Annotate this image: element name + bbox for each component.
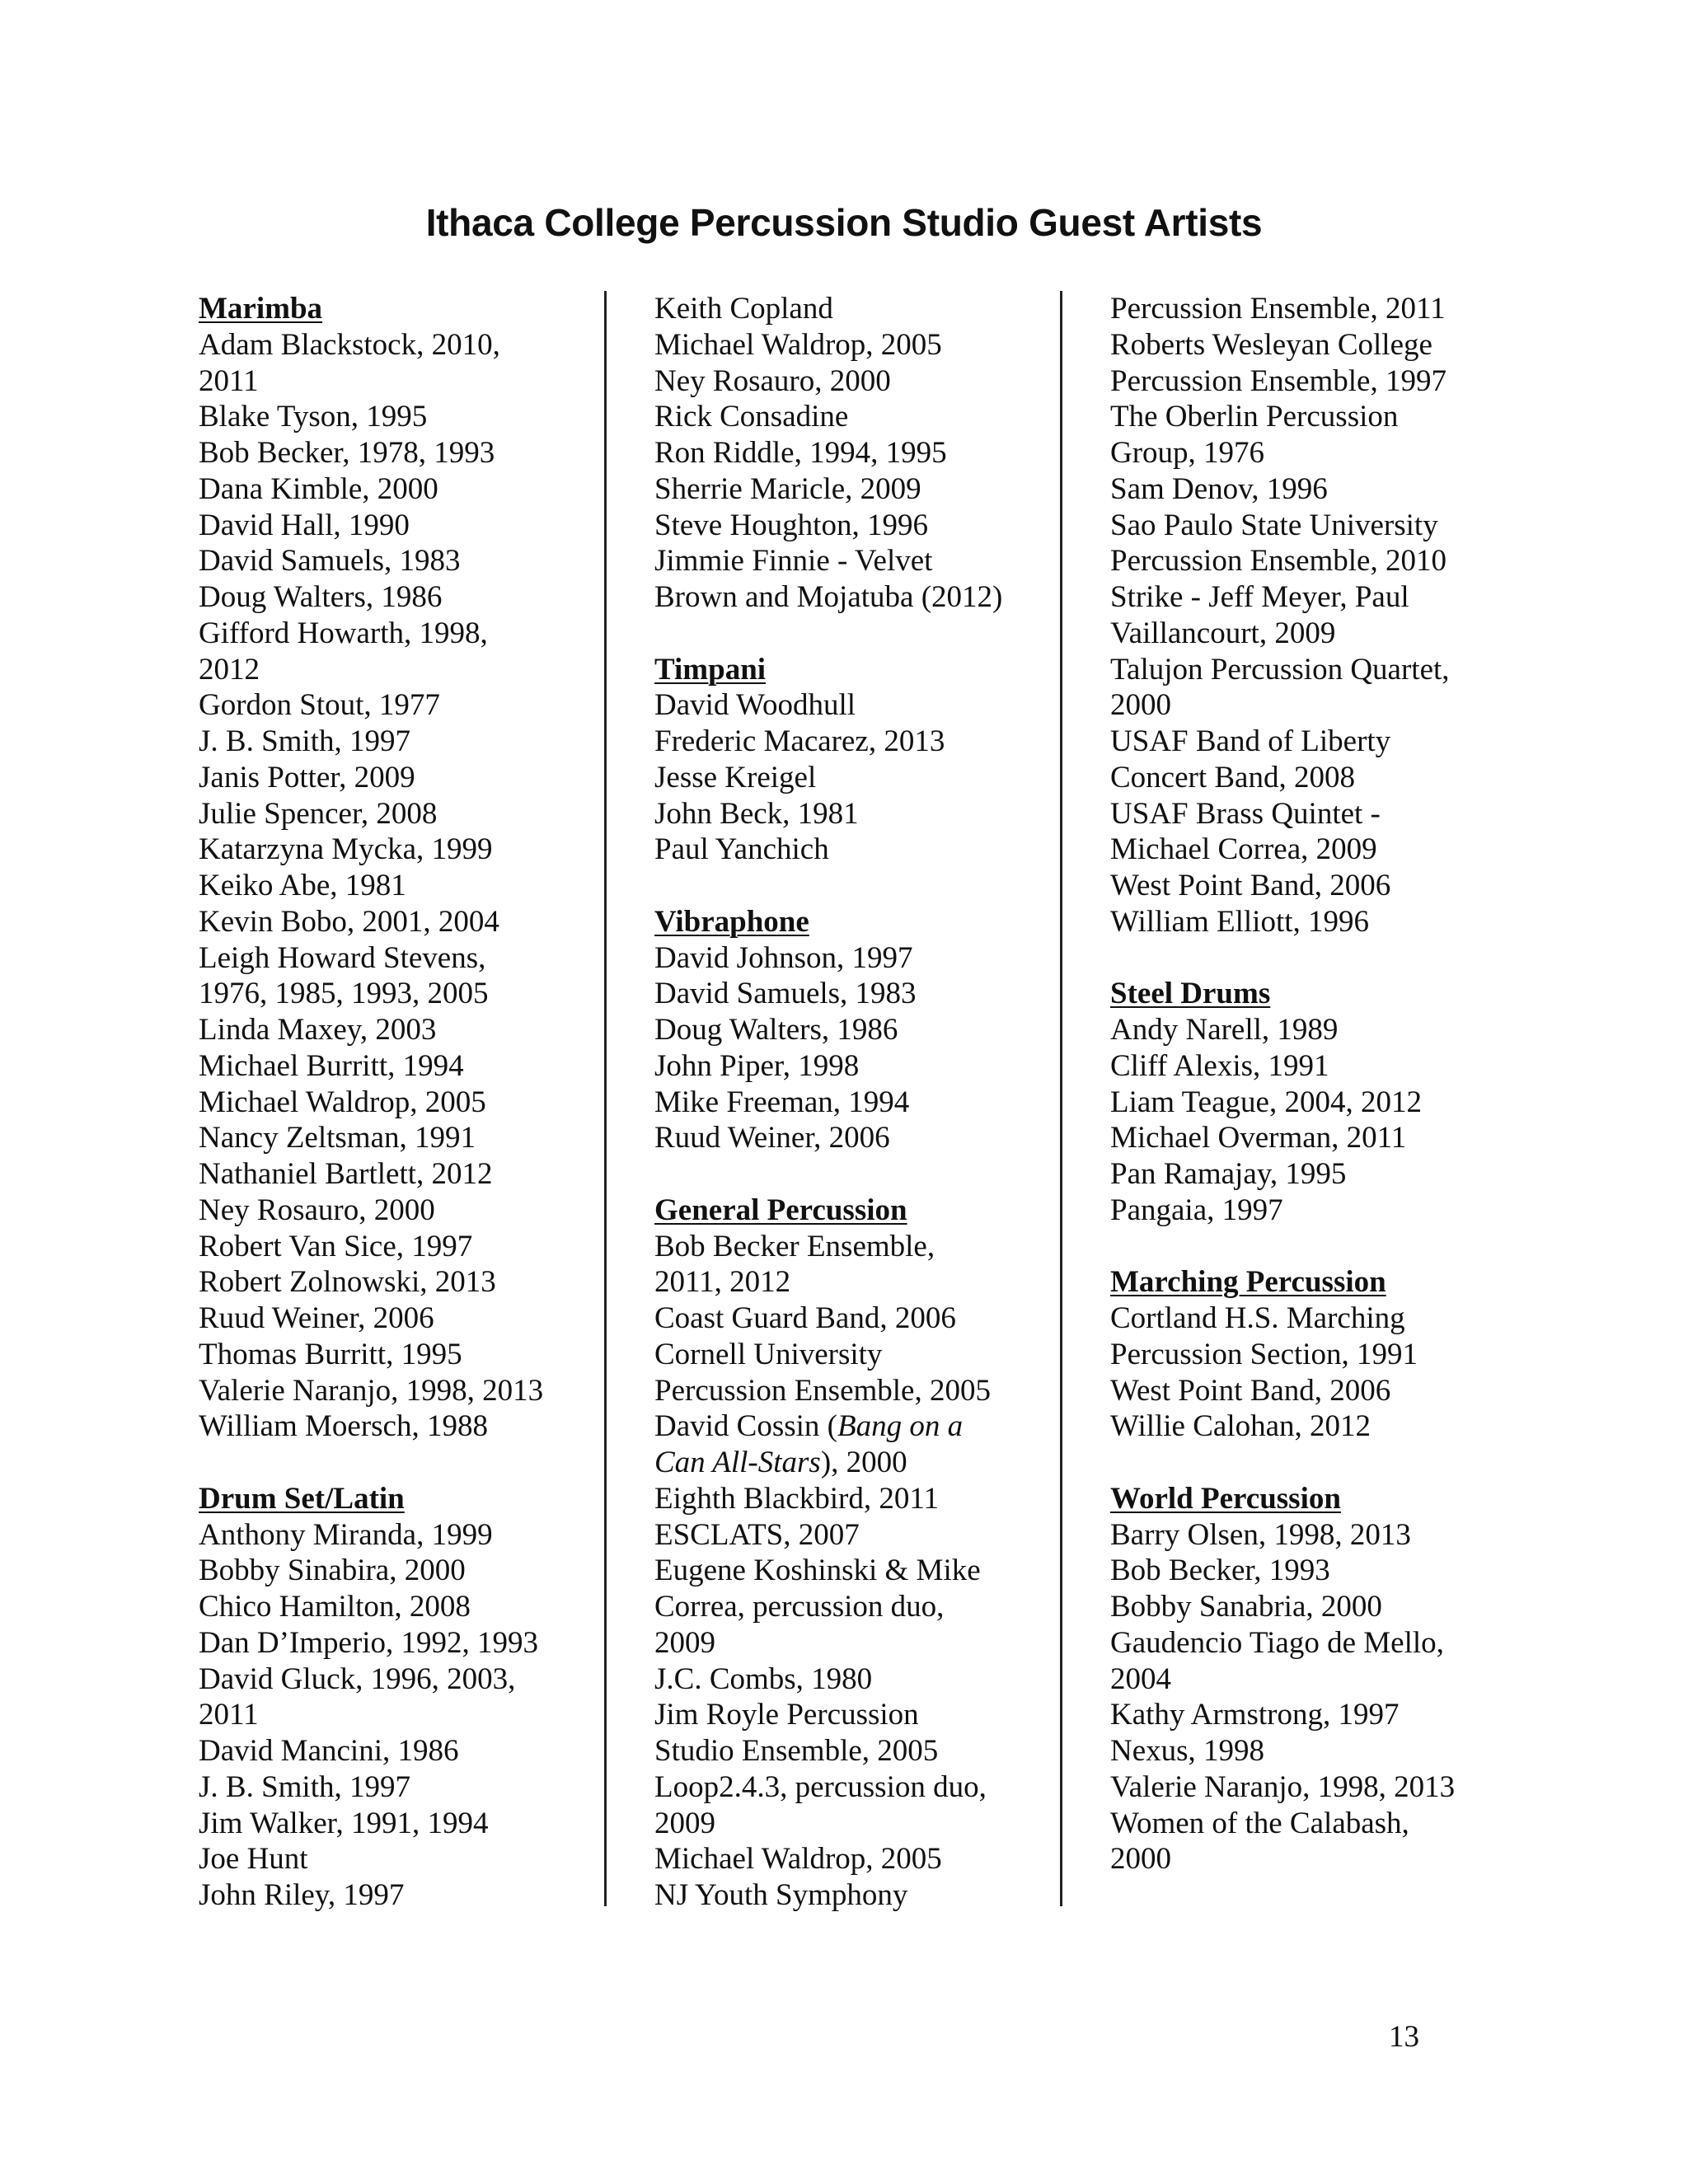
- section-marching-percussion: [1110, 1264, 1501, 1445]
- list-item: J.C. Combs, 1980: [654, 1661, 873, 1696]
- list-item: Bob Becker, 1993: [1110, 1554, 1330, 1588]
- list-item: NJ Youth Symphony: [654, 1878, 908, 1912]
- list-item: David Woodhull: [654, 688, 856, 723]
- list-item-italic-title: Can All-Stars: [654, 1446, 821, 1479]
- list-item: Michael Burritt, 1994: [199, 1048, 464, 1083]
- list-item: Leigh Howard Stevens,: [199, 940, 486, 975]
- list-item: Percussion Ensemble, 1997: [1110, 363, 1447, 398]
- list-item: Gordon Stout, 1977: [199, 688, 440, 723]
- list-item: Michael Waldrop, 2005: [199, 1085, 486, 1119]
- section-timpani: [654, 652, 1067, 869]
- list-item: 2012: [199, 652, 260, 687]
- list-item: Katarzyna Mycka, 1999: [199, 832, 493, 867]
- section-heading: Marching Percussion: [1110, 1265, 1386, 1300]
- list-item: Anthony Miranda, 1999: [199, 1517, 493, 1552]
- list-item: Rick Consadine: [654, 400, 849, 434]
- list-item: Thomas Burritt, 1995: [199, 1337, 462, 1371]
- list-item: Gifford Howarth, 1998,: [199, 616, 488, 650]
- list-item: William Moersch, 1988: [199, 1409, 488, 1444]
- list-item: Steve Houghton, 1996: [654, 508, 928, 542]
- list-item: Keith Copland: [654, 292, 833, 326]
- list-item: Correa, percussion duo,: [654, 1590, 945, 1624]
- section-heading: Drum Set/Latin: [199, 1481, 405, 1516]
- list-item: Vaillancourt, 2009: [1110, 616, 1336, 650]
- list-item: USAF Band of Liberty: [1110, 724, 1391, 758]
- section-heading: Steel Drums: [1110, 977, 1271, 1011]
- list-item-italic-title: Bang on a: [837, 1409, 964, 1444]
- list-item: Mike Freeman, 1994: [654, 1085, 910, 1119]
- column-divider: [604, 291, 607, 1906]
- section-heading: Marimba: [199, 292, 323, 326]
- list-item: Robert Zolnowski, 2013: [199, 1265, 496, 1300]
- list-item: [654, 1445, 1067, 1481]
- list-item: Gaudencio Tiago de Mello,: [1110, 1625, 1444, 1660]
- list-item: Sao Paulo State University: [1110, 508, 1438, 542]
- list-item: Sherrie Maricle, 2009: [654, 471, 921, 506]
- list-item: Jimmie Finnie - Velvet: [654, 544, 933, 579]
- list-item: Women of the Calabash,: [1110, 1806, 1409, 1840]
- list-item: David Samuels, 1983: [654, 977, 917, 1011]
- list-item: Percussion Ensemble, 2010: [1110, 544, 1447, 579]
- section-steel-drums: [1110, 976, 1501, 1228]
- list-item: Roberts Wesleyan College: [1110, 327, 1432, 362]
- list-item: Coast Guard Band, 2006: [654, 1301, 956, 1335]
- list-item: 1976, 1985, 1993, 2005: [199, 977, 489, 1011]
- list-item: Nexus, 1998: [1110, 1734, 1265, 1768]
- list-item: West Point Band, 2006: [1110, 1373, 1391, 1408]
- list-item: Doug Walters, 1986: [199, 580, 443, 614]
- list-item: Bobby Sinabira, 2000: [199, 1554, 466, 1588]
- list-item: J. B. Smith, 1997: [199, 724, 410, 758]
- list-item: Michael Waldrop, 2005: [654, 1842, 942, 1877]
- list-item: Kathy Armstrong, 1997: [1110, 1698, 1400, 1732]
- list-item: John Riley, 1997: [199, 1878, 405, 1912]
- list-item: 2009: [654, 1625, 715, 1660]
- list-item: Bob Becker Ensemble,: [654, 1229, 935, 1263]
- list-item: 2011: [199, 363, 259, 398]
- list-item: Eugene Koshinski & Mike: [654, 1554, 981, 1588]
- page-number: 13: [1389, 2020, 1419, 2054]
- list-item: Dan D’Imperio, 1992, 1993: [199, 1625, 539, 1660]
- list-item: Linda Maxey, 2003: [199, 1013, 437, 1047]
- list-item: 2004: [1110, 1661, 1171, 1696]
- list-item: Adam Blackstock, 2010,: [199, 327, 500, 362]
- section-heading: Timpani: [654, 652, 767, 687]
- list-item: Valerie Naranjo, 1998, 2013: [199, 1373, 544, 1408]
- list-item: Bobby Sanabria, 2000: [1110, 1590, 1382, 1624]
- column-2: [654, 291, 1067, 1912]
- list-item: Blake Tyson, 1995: [199, 400, 428, 434]
- page-title: Ithaca College Percussion Studio Guest Artists: [425, 201, 1263, 244]
- list-item: Robert Van Sice, 1997: [199, 1229, 473, 1263]
- list-item: Brown and Mojatuba (2012): [654, 580, 1003, 614]
- list-item: [654, 1408, 1067, 1445]
- section-world-percussion: [1110, 1481, 1501, 1877]
- list-item: The Oberlin Percussion: [1110, 400, 1399, 434]
- list-item: Willie Calohan, 2012: [1110, 1409, 1372, 1444]
- list-item: 2009: [654, 1806, 715, 1840]
- list-item: Ney Rosauro, 2000: [654, 363, 891, 398]
- list-item: Jesse Kreigel: [654, 760, 817, 794]
- list-item: Percussion Section, 1991: [1110, 1337, 1418, 1371]
- list-item: Ruud Weiner, 2006: [199, 1301, 434, 1335]
- list-item: Julie Spencer, 2008: [199, 796, 438, 831]
- list-item: ESCLATS, 2007: [654, 1517, 860, 1552]
- list-item: Andy Narell, 1989: [1110, 1013, 1339, 1047]
- list-item: Jim Walker, 1991, 1994: [199, 1806, 489, 1840]
- list-item: 2011, 2012: [654, 1265, 791, 1300]
- list-item: Concert Band, 2008: [1110, 760, 1355, 794]
- list-item: Michael Correa, 2009: [1110, 832, 1377, 867]
- list-item: Ron Riddle, 1994, 1995: [654, 436, 947, 470]
- list-item: Studio Ensemble, 2005: [654, 1734, 939, 1768]
- column-3: [1110, 291, 1501, 1906]
- list-item-text: ), 2000: [820, 1446, 907, 1479]
- list-item: Ney Rosauro, 2000: [199, 1193, 435, 1227]
- list-item: Cornell University: [654, 1337, 883, 1371]
- list-item: William Elliott, 1996: [1110, 904, 1370, 939]
- list-item: Talujon Percussion Quartet,: [1110, 652, 1450, 687]
- list-item: John Beck, 1981: [654, 796, 859, 831]
- list-item: Pangaia, 1997: [1110, 1193, 1283, 1227]
- list-item: Dana Kimble, 2000: [199, 471, 438, 506]
- list-item: Percussion Ensemble, 2005: [654, 1373, 991, 1408]
- list-item: Liam Teague, 2004, 2012: [1110, 1085, 1422, 1119]
- artist-columns: [199, 291, 1501, 1912]
- list-item: David Mancini, 1986: [199, 1734, 459, 1768]
- list-item: Eighth Blackbird, 2011: [654, 1481, 939, 1516]
- list-item: Barry Olsen, 1998, 2013: [1110, 1517, 1411, 1552]
- list-item: Bob Becker, 1978, 1993: [199, 436, 495, 470]
- list-item: 2000: [1110, 1842, 1171, 1877]
- section-heading: World Percussion: [1110, 1481, 1341, 1516]
- list-item: 2011: [199, 1698, 259, 1732]
- list-item: David Gluck, 1996, 2003,: [199, 1661, 516, 1696]
- section-drum-set-latin: [199, 1481, 611, 1914]
- list-item: Cortland H.S. Marching: [1110, 1301, 1405, 1335]
- section-heading: Vibraphone: [654, 904, 809, 939]
- list-item: Nathaniel Bartlett, 2012: [199, 1157, 493, 1191]
- section-vibraphone: [654, 904, 1067, 1156]
- list-item: Paul Yanchich: [654, 832, 829, 867]
- section-continued: [1110, 291, 1501, 940]
- list-item: Ruud Weiner, 2006: [654, 1121, 890, 1155]
- list-item: Jim Royle Percussion: [654, 1698, 919, 1732]
- list-item: J. B. Smith, 1997: [199, 1769, 410, 1804]
- list-item: Janis Potter, 2009: [199, 760, 415, 794]
- list-item: Strike - Jeff Meyer, Paul: [1110, 580, 1409, 614]
- list-item: Michael Waldrop, 2005: [654, 327, 942, 362]
- list-item: USAF Brass Quintet -: [1110, 796, 1381, 831]
- list-item: Joe Hunt: [199, 1842, 308, 1877]
- list-item: Michael Overman, 2011: [1110, 1121, 1407, 1155]
- list-item: David Hall, 1990: [199, 508, 410, 542]
- section-marimba: [199, 291, 611, 1445]
- section-general-percussion: [654, 1193, 1067, 1914]
- list-item: Valerie Naranjo, 1998, 2013: [1110, 1769, 1456, 1804]
- list-item: David Samuels, 1983: [199, 544, 461, 579]
- list-item-text: David Cossin (: [654, 1409, 837, 1444]
- list-item: Sam Denov, 1996: [1110, 471, 1328, 506]
- list-item: Frederic Macarez, 2013: [654, 724, 945, 758]
- section-continued: [654, 291, 1067, 616]
- column-divider: [1060, 291, 1062, 1906]
- list-item: 2000: [1110, 688, 1171, 723]
- list-item: Nancy Zeltsman, 1991: [199, 1121, 476, 1155]
- list-item: Cliff Alexis, 1991: [1110, 1048, 1329, 1083]
- list-item: John Piper, 1998: [654, 1048, 860, 1083]
- list-item: Doug Walters, 1986: [654, 1013, 898, 1047]
- list-item: Loop2.4.3, percussion duo,: [654, 1769, 987, 1804]
- section-heading: General Percussion: [654, 1193, 907, 1227]
- list-item: Keiko Abe, 1981: [199, 869, 406, 902]
- list-item: Group, 1976: [1110, 436, 1265, 470]
- list-item: Kevin Bobo, 2001, 2004: [199, 904, 499, 939]
- list-item: Chico Hamilton, 2008: [199, 1590, 471, 1624]
- list-item: Pan Ramajay, 1995: [1110, 1157, 1347, 1191]
- list-item: David Johnson, 1997: [654, 940, 913, 975]
- list-item: Percussion Ensemble, 2011: [1110, 292, 1446, 326]
- list-item: West Point Band, 2006: [1110, 869, 1391, 902]
- column-1: [199, 291, 611, 1912]
